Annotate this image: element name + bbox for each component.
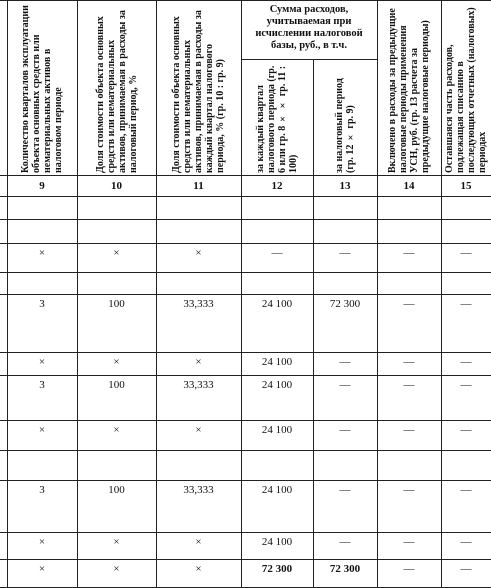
table-cell: [377, 451, 441, 481]
table-cell: 24 100: [241, 295, 313, 353]
table-row: [0, 421, 491, 451]
table-cell: 24 100: [241, 533, 313, 560]
table-cell: ×: [7, 421, 77, 451]
table-cell: —: [377, 376, 441, 421]
header-col-9: Количество кварталов эксплуатации объекта основных средств или нематериальных активов в налоговом периоде: [7, 1, 77, 176]
table-cell: —: [313, 244, 377, 273]
table-cell: —: [441, 481, 491, 533]
table-cell: ×: [7, 560, 77, 588]
table-cell: [377, 197, 441, 220]
table-cell: [377, 273, 441, 295]
table-cell: [313, 273, 377, 295]
table-cell: [441, 197, 491, 220]
table-row: [0, 353, 491, 376]
table-cell: [313, 197, 377, 220]
table-cell: [441, 220, 491, 244]
table-cell: —: [441, 421, 491, 451]
table-row: [0, 244, 491, 273]
table-cell: —: [441, 560, 491, 588]
table-cell: ×: [77, 244, 156, 273]
table-cell: 24 100: [241, 421, 313, 451]
header-col-11: Доля стоимости объекта основных средств или нематериальных активов, принимаемая в расходы за каждый квартал налогового периода, % (гр. 10 : гр. 9): [156, 1, 241, 176]
table-row: [0, 451, 491, 481]
table-cell: [313, 220, 377, 244]
header-col-12: за каждый квартал налогового периода (гр. 6 или гр. 8 × × гр. 11 : 100): [241, 60, 313, 176]
table-cell: [7, 451, 77, 481]
table-cell: —: [313, 353, 377, 376]
table-cell: [77, 273, 156, 295]
table-cell: 3: [7, 295, 77, 353]
table-cell: 24 100: [241, 376, 313, 421]
table-cell: [156, 451, 241, 481]
table-cell: [241, 451, 313, 481]
table-cell: 100: [77, 376, 156, 421]
table-row: [0, 560, 491, 588]
header-col-15: Оставшаяся часть расходов, подлежащая списанию в последующих отчетных (налоговых) периодах: [441, 1, 491, 176]
table-cell: 72 300: [313, 560, 377, 588]
column-number: 12: [241, 176, 313, 197]
table-cell: [156, 197, 241, 220]
table-cell: [77, 197, 156, 220]
left-edge-cell: [0, 1, 7, 176]
table-cell: ×: [156, 244, 241, 273]
table-cell: 3: [7, 481, 77, 533]
table-cell: [241, 273, 313, 295]
table-cell: —: [377, 481, 441, 533]
table-cell: [241, 197, 313, 220]
table-cell: [156, 220, 241, 244]
table-cell: [77, 220, 156, 244]
table-cell: ×: [156, 533, 241, 560]
table-body: [0, 197, 491, 588]
table-cell: [77, 451, 156, 481]
table-cell: —: [313, 421, 377, 451]
column-number: 15: [441, 176, 491, 197]
table-cell: —: [313, 533, 377, 560]
column-number: 9: [7, 176, 77, 197]
table-cell: 33,333: [156, 295, 241, 353]
column-number: 14: [377, 176, 441, 197]
table-cell: ×: [156, 421, 241, 451]
header-group-12-13: Сумма расходов, учитываемая при исчислении налоговой базы, руб., в т.ч.: [241, 1, 377, 60]
table-cell: ×: [77, 533, 156, 560]
table-cell: ×: [7, 533, 77, 560]
table-cell: ×: [7, 353, 77, 376]
table-cell: ×: [77, 560, 156, 588]
header-col-13: за налоговый период (гр. 12 × гр. 9): [313, 60, 377, 176]
table-cell: [441, 451, 491, 481]
table-cell: —: [441, 244, 491, 273]
table-cell: 24 100: [241, 481, 313, 533]
header-col-10: Доля стоимости объекта основных средств или нематериальных активов, принимаемая в расходы за налоговый период, %: [77, 1, 156, 176]
table-cell: [7, 273, 77, 295]
table-cell: [7, 220, 77, 244]
table-cell: —: [377, 244, 441, 273]
table-cell: 100: [77, 481, 156, 533]
table-row: [0, 376, 491, 421]
table-cell: [156, 273, 241, 295]
table-cell: [7, 197, 77, 220]
table-cell: —: [377, 421, 441, 451]
table-row: [0, 533, 491, 560]
table-cell: ×: [156, 560, 241, 588]
column-number: 13: [313, 176, 377, 197]
table-cell: —: [377, 560, 441, 588]
table-cell: ×: [77, 421, 156, 451]
table-cell: —: [313, 376, 377, 421]
table-cell: [377, 220, 441, 244]
table-cell: —: [377, 295, 441, 353]
table-cell: —: [377, 533, 441, 560]
table-cell: ×: [77, 353, 156, 376]
table-cell: —: [313, 481, 377, 533]
table-cell: —: [441, 353, 491, 376]
table-cell: —: [377, 353, 441, 376]
table-row: [0, 220, 491, 244]
table-cell: 24 100: [241, 353, 313, 376]
header-col-14: Включено в расходы за предыдущие налоговые периоды применения УСН, руб. (гр. 13 расчета за предыдущие налоговые периоды): [377, 1, 441, 176]
table-cell: —: [441, 533, 491, 560]
table-cell: 72 300: [241, 560, 313, 588]
table-cell: ×: [7, 244, 77, 273]
table-cell: [313, 451, 377, 481]
table-row: [0, 295, 491, 353]
column-number: 11: [156, 176, 241, 197]
table-cell: —: [241, 244, 313, 273]
table-cell: ×: [156, 353, 241, 376]
table-cell: —: [441, 376, 491, 421]
table-row: [0, 273, 491, 295]
table-cell: —: [441, 295, 491, 353]
table-row: [0, 197, 491, 220]
table-cell: [441, 273, 491, 295]
column-number: 10: [77, 176, 156, 197]
table-cell: [241, 220, 313, 244]
table-cell: 33,333: [156, 481, 241, 533]
table-cell: 72 300: [313, 295, 377, 353]
table-row: [0, 481, 491, 533]
column-number-row: [0, 176, 491, 197]
table-cell: 33,333: [156, 376, 241, 421]
table-cell: 3: [7, 376, 77, 421]
table-cell: 100: [77, 295, 156, 353]
